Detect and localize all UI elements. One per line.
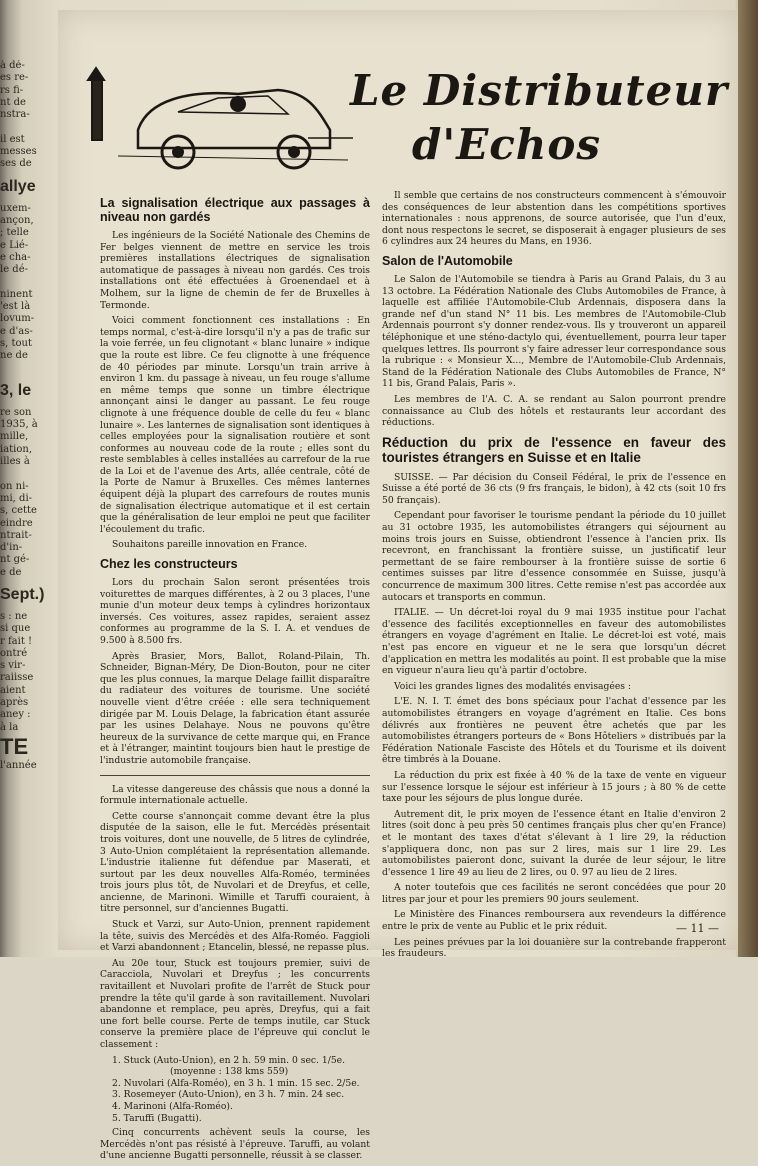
race-results-list bbox=[100, 1055, 370, 1125]
race-result-item: 4. Marinoni (Alfa-Roméo). bbox=[112, 1100, 233, 1112]
race-paragraph-1: La vitesse dangereuse des châssis que nous a donné la formule internationale actuelle. bbox=[100, 783, 370, 807]
railway-signal-heading: La signalisation électrique aux passages à niveau non gardés bbox=[100, 196, 370, 224]
previous-page-line: on ni- bbox=[0, 480, 29, 492]
previous-heading-3: Sept.) bbox=[0, 585, 45, 603]
previous-page-line: ses de bbox=[0, 158, 32, 170]
race-paragraph-5: Cinq concurrents achèvent seuls la course, les Mercédès n'ont pas résisté à l'épreuve. Taruffi, au volant d'une ancienne Bugatti personnelle, réussit à se classer. bbox=[100, 1127, 370, 1162]
previous-page-line: lovum- bbox=[0, 313, 35, 325]
italy-paragraph-8: Les peines prévues par la loi douanière sur la contrebande frapperont les fraudeurs. bbox=[382, 936, 726, 960]
italy-paragraph-5: Autrement dit, le prix moyen de l'essence étant en Italie d'environ 2 litres (soit donc à peu près 50 centimes français plus cher qu'en France) et le montant des taxes d'état s'élevant à 1 lire 29, la réduction s'appliquera donc, non pas sur 2 lires, mais sur 1 lire 29. Les automobilistes paieront donc, suivant la durée de leur séjour, le litre d'essence 1 lire 49 au lieu de 2 lires, ou 0. 97 au lieu de 2 lires. bbox=[382, 808, 726, 878]
switzerland-paragraph-2: Cependant pour favoriser le tourisme pendant la période du 10 juillet au 31 octobre 1935, les automobilistes étrangers qui séjournent au moins trois jours en Suisse, obtiendront l'essence à l'ancien prix. Ils recevront, en franchissant la frontière suisse, un justificatif leur permettant de se faire rembourser à la frontière suisse de sortie 6 centimes suisses par litre d'essence consommée en Suisse, jusqu'à concurrence de maximum 300 litres. Cette remise n'est pas accordée aux autocars et transports en commun. bbox=[382, 510, 726, 603]
previous-heading-2: 3, le bbox=[0, 381, 32, 399]
italy-paragraph-2: Voici les grandes lignes des modalités envisagées : bbox=[394, 680, 632, 692]
section-divider bbox=[100, 775, 370, 776]
race-result-item: 2. Nuvolari (Alfa-Roméo), en 3 h. 1 min. 15 sec. 2/5e. bbox=[112, 1077, 360, 1089]
constructors-heading: Chez les constructeurs bbox=[100, 557, 238, 572]
constructors-intro-paragraph: Il semble que certains de nos constructeurs commencent à s'émouvoir des conséquences de leur abstention dans les compétitions sportives internationales : nous apprenons, de source autorisée, que l'un d'eux, dont nous respectons le secret, se disposerait à engager plusieurs de ses 6 cylindres aux 24 heures du Mans, en 1936. bbox=[382, 190, 726, 248]
previous-page-line: nt gé- bbox=[0, 554, 30, 566]
previous-page-line: re son bbox=[0, 406, 32, 418]
previous-page-line: illes à bbox=[0, 456, 30, 468]
previous-page-line: ne de bbox=[0, 350, 28, 362]
railway-signal-paragraph-1: Les ingénieurs de la Société Nationale des Chemins de Fer belges viennent de mettre en service les trois premières installations électriques de signalisation automatique de passages à niveau non gardés. Ces trois installations ont été effectuées à Groenendael et à Molhem, sur la ligne de chemin de fer de Bruxelles à Termonde. bbox=[100, 230, 370, 311]
previous-page-line: ninent bbox=[0, 288, 33, 300]
previous-page-line: s vir- bbox=[0, 660, 26, 672]
previous-page-line: r fait ! bbox=[0, 635, 33, 647]
previous-page-line: s : ne bbox=[0, 610, 28, 622]
race-result-item: (moyenne : 138 kms 559) bbox=[170, 1066, 289, 1078]
race-result-item: 3. Rosemeyer (Auto-Union), en 3 h. 7 min. 24 sec. bbox=[112, 1089, 345, 1101]
salon-heading: Salon de l'Automobile bbox=[382, 253, 513, 268]
previous-page-line: aient bbox=[0, 684, 26, 696]
railway-signal-paragraph-3: Souhaitons pareille innovation en France. bbox=[112, 539, 308, 551]
previous-page-line: nt de bbox=[0, 96, 26, 108]
previous-page-line: aney : bbox=[0, 709, 31, 721]
italy-paragraph-1: ITALIE. — Un décret-loi royal du 9 mai 1935 institue pour l'achat d'essence des facilités exceptionnelles en faveur des automobilistes étrangers en voyage d'agrément en Italie. Le décret-loi est voté, mais n'est pas encore en vigueur et ne le sera que lorsqu'un décret d'application en mettra les modalités au point. Il est probable que la mise en vigueur n'aura lieu qu'à partir d'octobre. bbox=[382, 607, 727, 677]
railway-signal-paragraph-2: Voici comment fonctionnent ces installations : En temps normal, c'est-à-dire lorsqu'il n'y a pas de trafic sur la voie ferrée, un feu clignotant « blanc lunaire » indique que la route est libre. Ce feu clignotte à une fréquence de 40 périodes par minute. Lorsqu'un train arrive à environ 1 km. du passage à niveau, un feu rouge s'allume en même temps que sonne un timbre électrique annonçant ainsi le danger au passant. Le feu rouge clignote à une fréquence double de celle du feu « blanc lunaire ». Les lanternes de signalisation sont identiques à celles employées pour la signalisation routière et sont conformes au nouveau code de la route ; elles sont du reste semblables à celles installées au carrefour de la rue de la Loi et de l'avenue des Arts, allée centrale, côté de la Porte de Namur à Bruxelles. Ces mêmes lanternes équipent déjà la plupart des carrefours de routes munis de signalisation électrique automatique et il est certain que la généralisation de leur emploi ne peut que faciliter l'écoulement du trafic. bbox=[100, 315, 370, 535]
masthead-title-line-2: d'Echos bbox=[412, 120, 602, 169]
salon-paragraph-2: Les membres de l'A. C. A. se rendant au Salon pourront prendre connaissance au Club des hôtels et restaurants leur accordant des réductions. bbox=[382, 393, 726, 429]
previous-page-line: à dé- bbox=[0, 60, 25, 71]
previous-page-line bbox=[0, 468, 56, 480]
race-result-item: 1. Stuck (Auto-Union), en 2 h. 59 min. 0 sec. 1/5e. bbox=[112, 1054, 346, 1066]
previous-page-line: à la bbox=[0, 721, 19, 733]
previous-page-line bbox=[0, 276, 56, 288]
previous-page-line: si que bbox=[0, 623, 31, 635]
previous-page-line: ançon, bbox=[0, 214, 34, 226]
previous-heading-4: TE bbox=[0, 733, 29, 759]
previous-page-line: es re- bbox=[0, 72, 29, 84]
italy-paragraph-7: Le Ministère des Finances remboursera aux revendeurs la différence entre le prix de vente au Public et le prix réduit. bbox=[382, 909, 726, 933]
previous-page-line: rs fi- bbox=[0, 84, 24, 96]
previous-page-fragment bbox=[0, 60, 56, 940]
italy-paragraph-3: L'E. N. I. T. émet des bons spéciaux pour l'achat d'essence par les automobilistes étrangers en voyage d'agrément en Italie. Ces bons délivrés aux frontières ne peuvent être achetés que par les automobilistes étrangers porteurs de « Bons Hôteliers » distribués par la Fédération Nationale Fasciste des Hôtels et du Tourisme et ils doivent être timbrés à la Douane. bbox=[382, 696, 726, 766]
previous-page-line: messes bbox=[0, 146, 37, 158]
previous-page-line: d'in- bbox=[0, 542, 23, 554]
italy-paragraph-6: A noter toutefois que ces facilités ne seront concédées que pour 20 litres par jour et pour les premiers 90 jours seulement. bbox=[382, 882, 726, 905]
previous-page-line bbox=[0, 363, 56, 375]
left-column bbox=[100, 190, 370, 1166]
race-result-item: 5. Taruffi (Bugatti). bbox=[112, 1112, 202, 1124]
previous-page-line: le dé- bbox=[0, 264, 28, 276]
page-number: — 11 — bbox=[676, 922, 719, 935]
previous-page-line: ntrait- bbox=[0, 529, 32, 541]
race-paragraph-3: Stuck et Varzi, sur Auto-Union, prennent rapidement la tête, suivis des Mercédès et des Alfa-Roméo. Faggioli et Varzi abandonnent ; Etancelin, blessé, ne repasse plus. bbox=[100, 919, 370, 954]
previous-page-line: e de bbox=[0, 566, 22, 578]
switzerland-paragraph-1: SUISSE. — Par décision du Conseil Fédéral, le prix de l'essence en Suisse a été porté de 36 cts (9 frs français, le bidon), à 42 cts (soit 10 frs 50 français). bbox=[382, 471, 726, 506]
previous-page-line: mi, di- bbox=[0, 492, 33, 504]
previous-heading-1: allye bbox=[0, 177, 36, 195]
previous-page-line: e Lié- bbox=[0, 239, 29, 251]
previous-page-line: ; telle bbox=[0, 227, 29, 239]
previous-page-line: uxem- bbox=[0, 202, 31, 214]
previous-page-line: il est bbox=[0, 133, 25, 145]
masthead-car-illustration bbox=[68, 60, 358, 180]
fuel-price-heading: Réduction du prix de l'essence en faveur des touristes étrangers en Suisse et en Italie bbox=[382, 434, 726, 466]
previous-page-line: mille, bbox=[0, 431, 29, 443]
previous-page-line: ontré bbox=[0, 647, 28, 659]
salon-paragraph-1: Le Salon de l'Automobile se tiendra à Paris au Grand Palais, du 3 au 13 octobre. La Fédération Nationale des Clubs Automobiles de France, à laquelle est affiliée l'Automobile-Club Ardennais, disposera dans la grande nef d'un stand N° 11 bis. Les membres de l'Automobile-Club Ardennais pourront s'y donner rendez-vous. Ils y trouveront un appareil téléphonique et une sténo-dactylo qui, éventuellement, pourra leur taper quelques lettres. Ils pourront s'y faire adresser leur correspondance sous la rubrique : « Monsieur X..., Membre de l'Automobile-Club Ardennais, Stand de la Fédération Nationale des Clubs Automobiles de France, N° 11 bis, Grand Palais, Paris ». bbox=[382, 273, 726, 390]
previous-page-line: e cha- bbox=[0, 251, 31, 263]
previous-page-line: s, cette bbox=[0, 505, 37, 517]
constructors-paragraph-1: Lors du prochain Salon seront présentées trois voiturettes de marques différentes, à 2 ou 3 places, l'une munie d'un moteur deux temps à cylindres horizontaux inversés. Ces voitures, assez rapides, seraient assez conformes au programme de la S. I. A. et vendues de 9.500 à 8.500 frs. bbox=[100, 577, 370, 646]
previous-page-line bbox=[0, 121, 56, 133]
previous-page-line: nstra- bbox=[0, 109, 30, 121]
right-column bbox=[382, 190, 726, 964]
masthead-title-line-1: Le Distributeur bbox=[350, 66, 729, 115]
constructors-paragraph-2: Après Brasier, Mors, Ballot, Roland-Pilain, Th. Schneider, Bignan-Méry, De Dion-Bouton, pour ne citer que les plus connues, la marque Delage faillit disparaître du radiateur des voitures de tourisme. Une société nouvelle vient d'être créée : elle sera techniquement dirigée par M. Louis Delage, la fabrication étant assurée par les usines Delahaye. Nous ne pouvons qu'être heureux de la survivance de cette marque qui, en France et à l'étranger, maintint toujours bien haut le prestige de l'industrie automobile française. bbox=[100, 650, 370, 766]
race-paragraph-4: Au 20e tour, Stuck est toujours premier, suivi de Caracciola, Nuvolari et Dreyfus ; les concurrents ravitaillent et Nuvolari profite de l'arrêt de Stuck pour prendre la tête qu'il garde à son ravitaillement. Nuvolari abandonne et remplace, peu après, Dreyfus, qui a fait une fort belle course. Perte de temps inutile, car Stuck conserve la première place de l'épreuve qui conclut le classement : bbox=[100, 957, 370, 1050]
previous-page-line: s, tout bbox=[0, 337, 32, 349]
previous-last-line: l'année bbox=[0, 759, 37, 771]
previous-page-line: raiisse bbox=[0, 672, 34, 684]
previous-page-line: 1935, à bbox=[0, 419, 38, 431]
masthead bbox=[68, 60, 738, 180]
previous-page-line: 'est là bbox=[0, 301, 31, 313]
race-paragraph-2: Cette course s'annonçait comme devant être la plus disputée de la saison, elle le fut. Mercédès présentait trois voitures, dont une nouvelle, de 5 litres de cylindrée, 3 Auto-Union complétaient la représentation allemande. L'industrie italienne fut défendue par Maserati, et surtout par les deux nouvelles Alfa-Roméo, terminées trois jours plus tôt, de Nuvolari et de Dreyfus, et celle, ancienne, de Marinoni. Wimille et Taruffi couraient, à titre personnel, sur d'anciennes Bugatti. bbox=[100, 810, 370, 915]
previous-page-line: e d'as- bbox=[0, 325, 33, 337]
previous-page-line: iation, bbox=[0, 443, 33, 455]
italy-paragraph-4: La réduction du prix est fixée à 40 % de la taxe de vente en vigueur sur l'essence lorsque le séjour est inférieur à 15 jours ; à 80 % de cette taxe pour les séjours de plus longue durée. bbox=[382, 769, 726, 805]
previous-page-line: après bbox=[0, 697, 29, 709]
book-binding-edge bbox=[738, 0, 758, 957]
previous-page-line: eindre bbox=[0, 517, 33, 529]
